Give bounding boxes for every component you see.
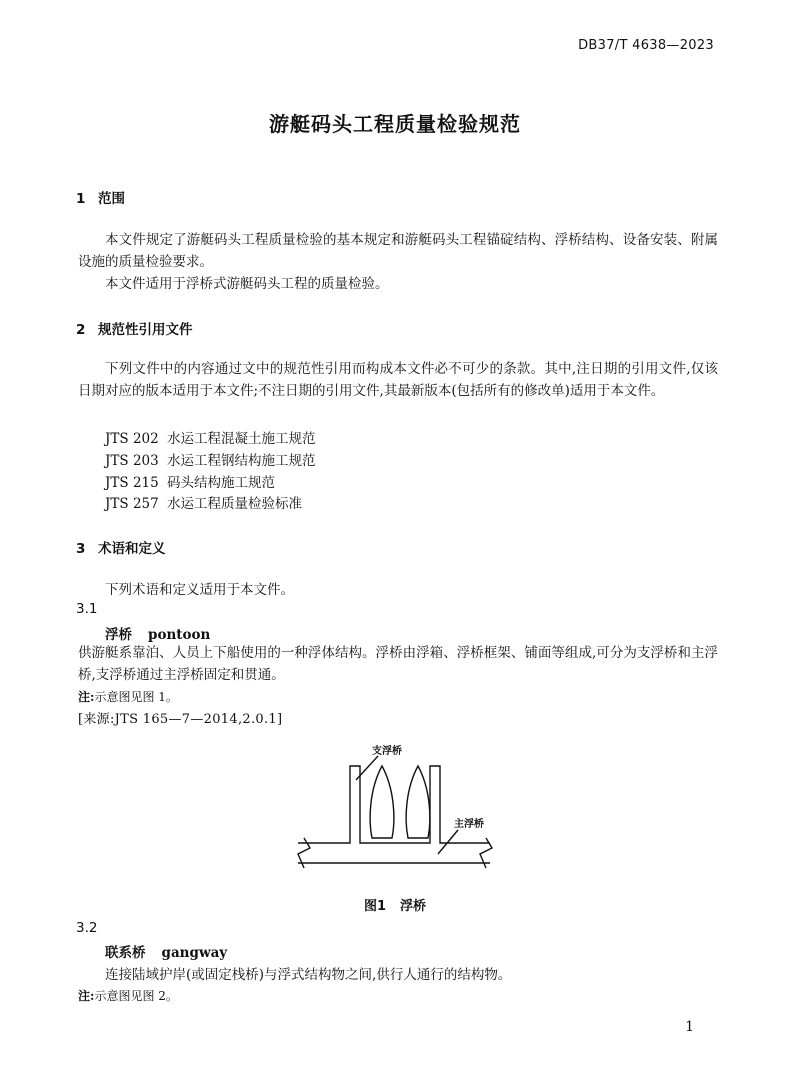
document-code: DB37/T 4638—2023 [578,38,714,53]
figure-title: 浮桥 [400,899,427,914]
term-3-2-definition: 连接陆域护岸(或固定栈桥)与浮式结构物之间,供行人通行的结构物。 [105,967,512,983]
pontoon-figure [290,738,505,878]
section-2-paragraph-1: 下列文件中的内容通过文中的规范性引用而构成本文件必不可少的条款。其中,注日期的引用文件,仅该日期对应的版本适用于本文件;不注日期的引用文件,其最新版本(包括所有的修改单)适用于本文件。 [78,361,718,399]
section-3-intro: 下列术语和定义适用于本文件。 [105,582,294,598]
term-3-2-number: 3.2 [76,920,98,936]
reference-code: JTS 202 [105,431,159,447]
boat-shape [406,766,430,838]
reference-title: 水运工程混凝土施工规范 [167,431,316,447]
note-text: 示意图见图 1。 [94,690,178,704]
reference-title: 水运工程质量检验标准 [167,496,302,512]
section-3-heading [76,537,166,557]
section-2-title: 规范性引用文件 [98,322,193,338]
note-label: 注: [78,690,95,704]
reference-item [105,449,316,469]
section-1-paragraph-2: 本文件适用于浮桥式游艇码头工程的质量检验。 [105,276,389,292]
figure-1-caption [0,895,790,914]
term-3-1-definition: 供游艇系靠泊、人员上下船使用的一种浮体结构。浮桥由浮箱、浮桥框架、铺面等组成,可分为支浮桥和主浮桥,支浮桥通过主浮桥固定和贯通。 [78,645,718,683]
leader-line-branch [356,756,378,780]
section-1-heading [76,187,125,207]
reference-title: 水运工程钢结构施工规范 [167,453,316,469]
term-3-2-english: gangway [161,945,228,961]
term-3-1-heading [105,623,210,643]
term-3-2-note [78,987,178,1004]
term-3-1-note [78,688,178,705]
term-3-1-chinese: 浮桥 [105,627,132,643]
section-1-paragraph-1: 本文件规定了游艇码头工程质量检验的基本规定和游艇码头工程锚碇结构、浮桥结构、设备安装、附属设施的质量检验要求。 [78,232,718,270]
reference-item [105,492,302,512]
note-label: 注: [78,989,95,1003]
pontoon-outline [298,766,490,843]
label-branch-pontoon: 支浮桥 [372,746,402,757]
reference-item [105,427,316,447]
term-3-1-source: [来源:JTS 165—7—2014,2.0.1] [78,712,283,727]
figure-number: 图1 [363,899,387,914]
term-3-2-chinese: 联系桥 [105,945,146,961]
boat-shape [370,766,394,838]
term-3-1-english: pontoon [148,627,211,643]
section-2-number: 2 [76,322,86,338]
reference-code: JTS 215 [105,475,159,491]
reference-title: 码头结构施工规范 [167,475,275,491]
section-2-heading [76,318,193,338]
page-number: 1 [685,1019,694,1035]
section-1-number: 1 [76,191,86,207]
reference-code: JTS 203 [105,453,159,469]
page-title: 游艇码头工程质量检验规范 [269,112,521,136]
note-text: 示意图见图 2。 [94,989,178,1003]
leader-line-main [438,830,458,854]
section-3-title: 术语和定义 [98,541,166,557]
term-3-1-number: 3.1 [76,601,98,617]
term-3-2-heading [105,941,227,961]
reference-item [105,471,275,491]
reference-code: JTS 257 [105,496,159,512]
label-main-pontoon: 主浮桥 [454,819,484,830]
section-1-title: 范围 [98,191,125,207]
section-3-number: 3 [76,541,86,557]
